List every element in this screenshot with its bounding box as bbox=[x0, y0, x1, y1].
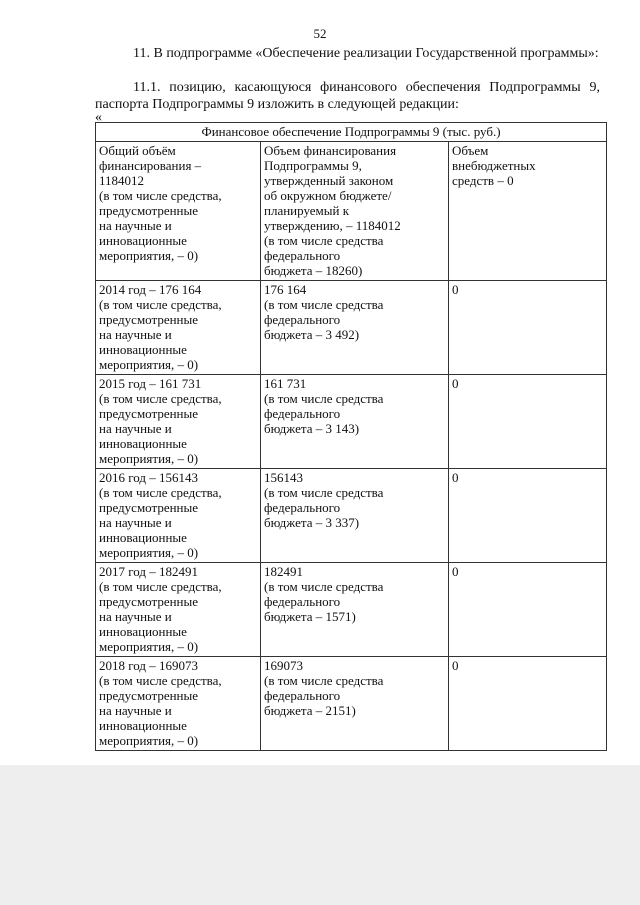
cell-line: 2017 год – 182491 bbox=[99, 564, 198, 579]
header-total-financing bbox=[96, 142, 261, 281]
cell-line: федерального bbox=[264, 312, 341, 327]
cell-line: (в том числе средства bbox=[264, 391, 384, 406]
year-cell bbox=[96, 281, 261, 375]
cell-line: федерального bbox=[264, 688, 341, 703]
cell-line: предусмотренные bbox=[99, 203, 199, 218]
year-cell bbox=[96, 469, 261, 563]
table-row bbox=[96, 563, 607, 657]
cell-line: инновационные bbox=[99, 436, 187, 451]
cell-line: (в том числе средства, bbox=[99, 391, 222, 406]
cell-line: мероприятия, – 0) bbox=[99, 248, 199, 263]
table-row bbox=[96, 375, 607, 469]
cell-line: бюджета – 2151) bbox=[264, 703, 356, 718]
cell-line: на научные и bbox=[99, 218, 172, 233]
cell-line: бюджета – 1571) bbox=[264, 609, 356, 624]
cell-line: 2014 год – 176 164 bbox=[99, 282, 202, 297]
cell-line: 156143 bbox=[264, 470, 303, 485]
cell-line: мероприятия, – 0) bbox=[99, 357, 199, 372]
cell-line: на научные и bbox=[99, 327, 172, 342]
cell-line: федерального bbox=[264, 594, 341, 609]
table-title: Финансовое обеспечение Подпрограммы 9 (тыс. руб.) bbox=[96, 123, 607, 142]
year-cell bbox=[96, 657, 261, 751]
cell-line: бюджета – 3 143) bbox=[264, 421, 360, 436]
cell-line: 2015 год – 161 731 bbox=[99, 376, 202, 391]
cell-line: на научные и bbox=[99, 609, 172, 624]
cell-line: инновационные bbox=[99, 233, 187, 248]
budget-cell bbox=[261, 657, 449, 751]
cell-line: бюджета – 18260) bbox=[264, 263, 363, 278]
cell-line: (в том числе средства bbox=[264, 673, 384, 688]
cell-line: 176 164 bbox=[264, 282, 307, 297]
cell-line: (в том числе средства, bbox=[99, 579, 222, 594]
cell-line: (в том числе средства, bbox=[99, 297, 222, 312]
cell-line: (в том числе средства, bbox=[99, 485, 222, 500]
extrabudget-cell: 0 bbox=[449, 563, 607, 657]
open-quote: « bbox=[95, 110, 102, 125]
table-row bbox=[96, 281, 607, 375]
header-extrabudgetary bbox=[449, 142, 607, 281]
cell-line: федерального bbox=[264, 500, 341, 515]
cell-line: на научные и bbox=[99, 421, 172, 436]
cell-line: федерального bbox=[264, 248, 341, 263]
table-row bbox=[96, 657, 607, 751]
paragraph-11: 11. В подпрограмме «Обеспечение реализации Государственной программы»: bbox=[133, 46, 599, 61]
cell-line: мероприятия, – 0) bbox=[99, 639, 199, 654]
cell-line: (в том числе средства, bbox=[99, 188, 222, 203]
cell-line: инновационные bbox=[99, 342, 187, 357]
table-header-row bbox=[96, 142, 607, 281]
budget-cell bbox=[261, 375, 449, 469]
year-cell bbox=[96, 563, 261, 657]
cell-line: инновационные bbox=[99, 718, 187, 733]
cell-line: 182491 bbox=[264, 564, 303, 579]
cell-line: Общий объём bbox=[99, 143, 176, 158]
table-title-row bbox=[96, 123, 607, 142]
cell-line: мероприятия, – 0) bbox=[99, 545, 199, 560]
extrabudget-cell: 0 bbox=[449, 657, 607, 751]
budget-cell bbox=[261, 469, 449, 563]
cell-line: федерального bbox=[264, 406, 341, 421]
cell-line: на научные и bbox=[99, 703, 172, 718]
cell-line: бюджета – 3 337) bbox=[264, 515, 360, 530]
cell-line: инновационные bbox=[99, 530, 187, 545]
table-row bbox=[96, 469, 607, 563]
cell-line: Подпрограммы 9, bbox=[264, 158, 362, 173]
cell-line: на научные и bbox=[99, 515, 172, 530]
cell-line: утвержденный законом bbox=[264, 173, 394, 188]
cell-line: внебюджетных bbox=[452, 158, 536, 173]
cell-line: 1184012 bbox=[99, 173, 145, 188]
cell-line: финансирования – bbox=[99, 158, 202, 173]
cell-line: бюджета – 3 492) bbox=[264, 327, 360, 342]
cell-line: предусмотренные bbox=[99, 594, 199, 609]
cell-line: 2018 год – 169073 bbox=[99, 658, 198, 673]
paragraph-11-1: 11.1. позицию, касающуюся финансового обеспечения Подпрограммы 9, паспорта Подпрограммы 9 изложить в следующей редакции: bbox=[95, 80, 600, 112]
budget-cell bbox=[261, 281, 449, 375]
cell-line: предусмотренные bbox=[99, 312, 199, 327]
cell-line: (в том числе средства, bbox=[99, 673, 222, 688]
cell-line: предусмотренные bbox=[99, 406, 199, 421]
financing-table bbox=[95, 122, 607, 751]
cell-line: (в том числе средства bbox=[264, 297, 384, 312]
cell-line: 169073 bbox=[264, 658, 303, 673]
cell-line: мероприятия, – 0) bbox=[99, 733, 199, 748]
header-budget-financing bbox=[261, 142, 449, 281]
cell-line: планируемый к bbox=[264, 203, 350, 218]
cell-line: (в том числе средства bbox=[264, 579, 384, 594]
cell-line: 161 731 bbox=[264, 376, 307, 391]
extrabudget-cell: 0 bbox=[449, 375, 607, 469]
cell-line: (в том числе средства bbox=[264, 485, 384, 500]
cell-line: Объем bbox=[452, 143, 489, 158]
cell-line: мероприятия, – 0) bbox=[99, 451, 199, 466]
cell-line: предусмотренные bbox=[99, 500, 199, 515]
cell-line: предусмотренные bbox=[99, 688, 199, 703]
page-number: 52 bbox=[313, 26, 327, 41]
extrabudget-cell: 0 bbox=[449, 281, 607, 375]
cell-line: средств – 0 bbox=[452, 173, 514, 188]
cell-line: об окружном бюджете/ bbox=[264, 188, 392, 203]
cell-line: Объем финансирования bbox=[264, 143, 397, 158]
year-cell bbox=[96, 375, 261, 469]
budget-cell bbox=[261, 563, 449, 657]
cell-line: (в том числе средства bbox=[264, 233, 384, 248]
cell-line: утверждению, – 1184012 bbox=[264, 218, 401, 233]
cell-line: 2016 год – 156143 bbox=[99, 470, 198, 485]
extrabudget-cell: 0 bbox=[449, 469, 607, 563]
cell-line: инновационные bbox=[99, 624, 187, 639]
